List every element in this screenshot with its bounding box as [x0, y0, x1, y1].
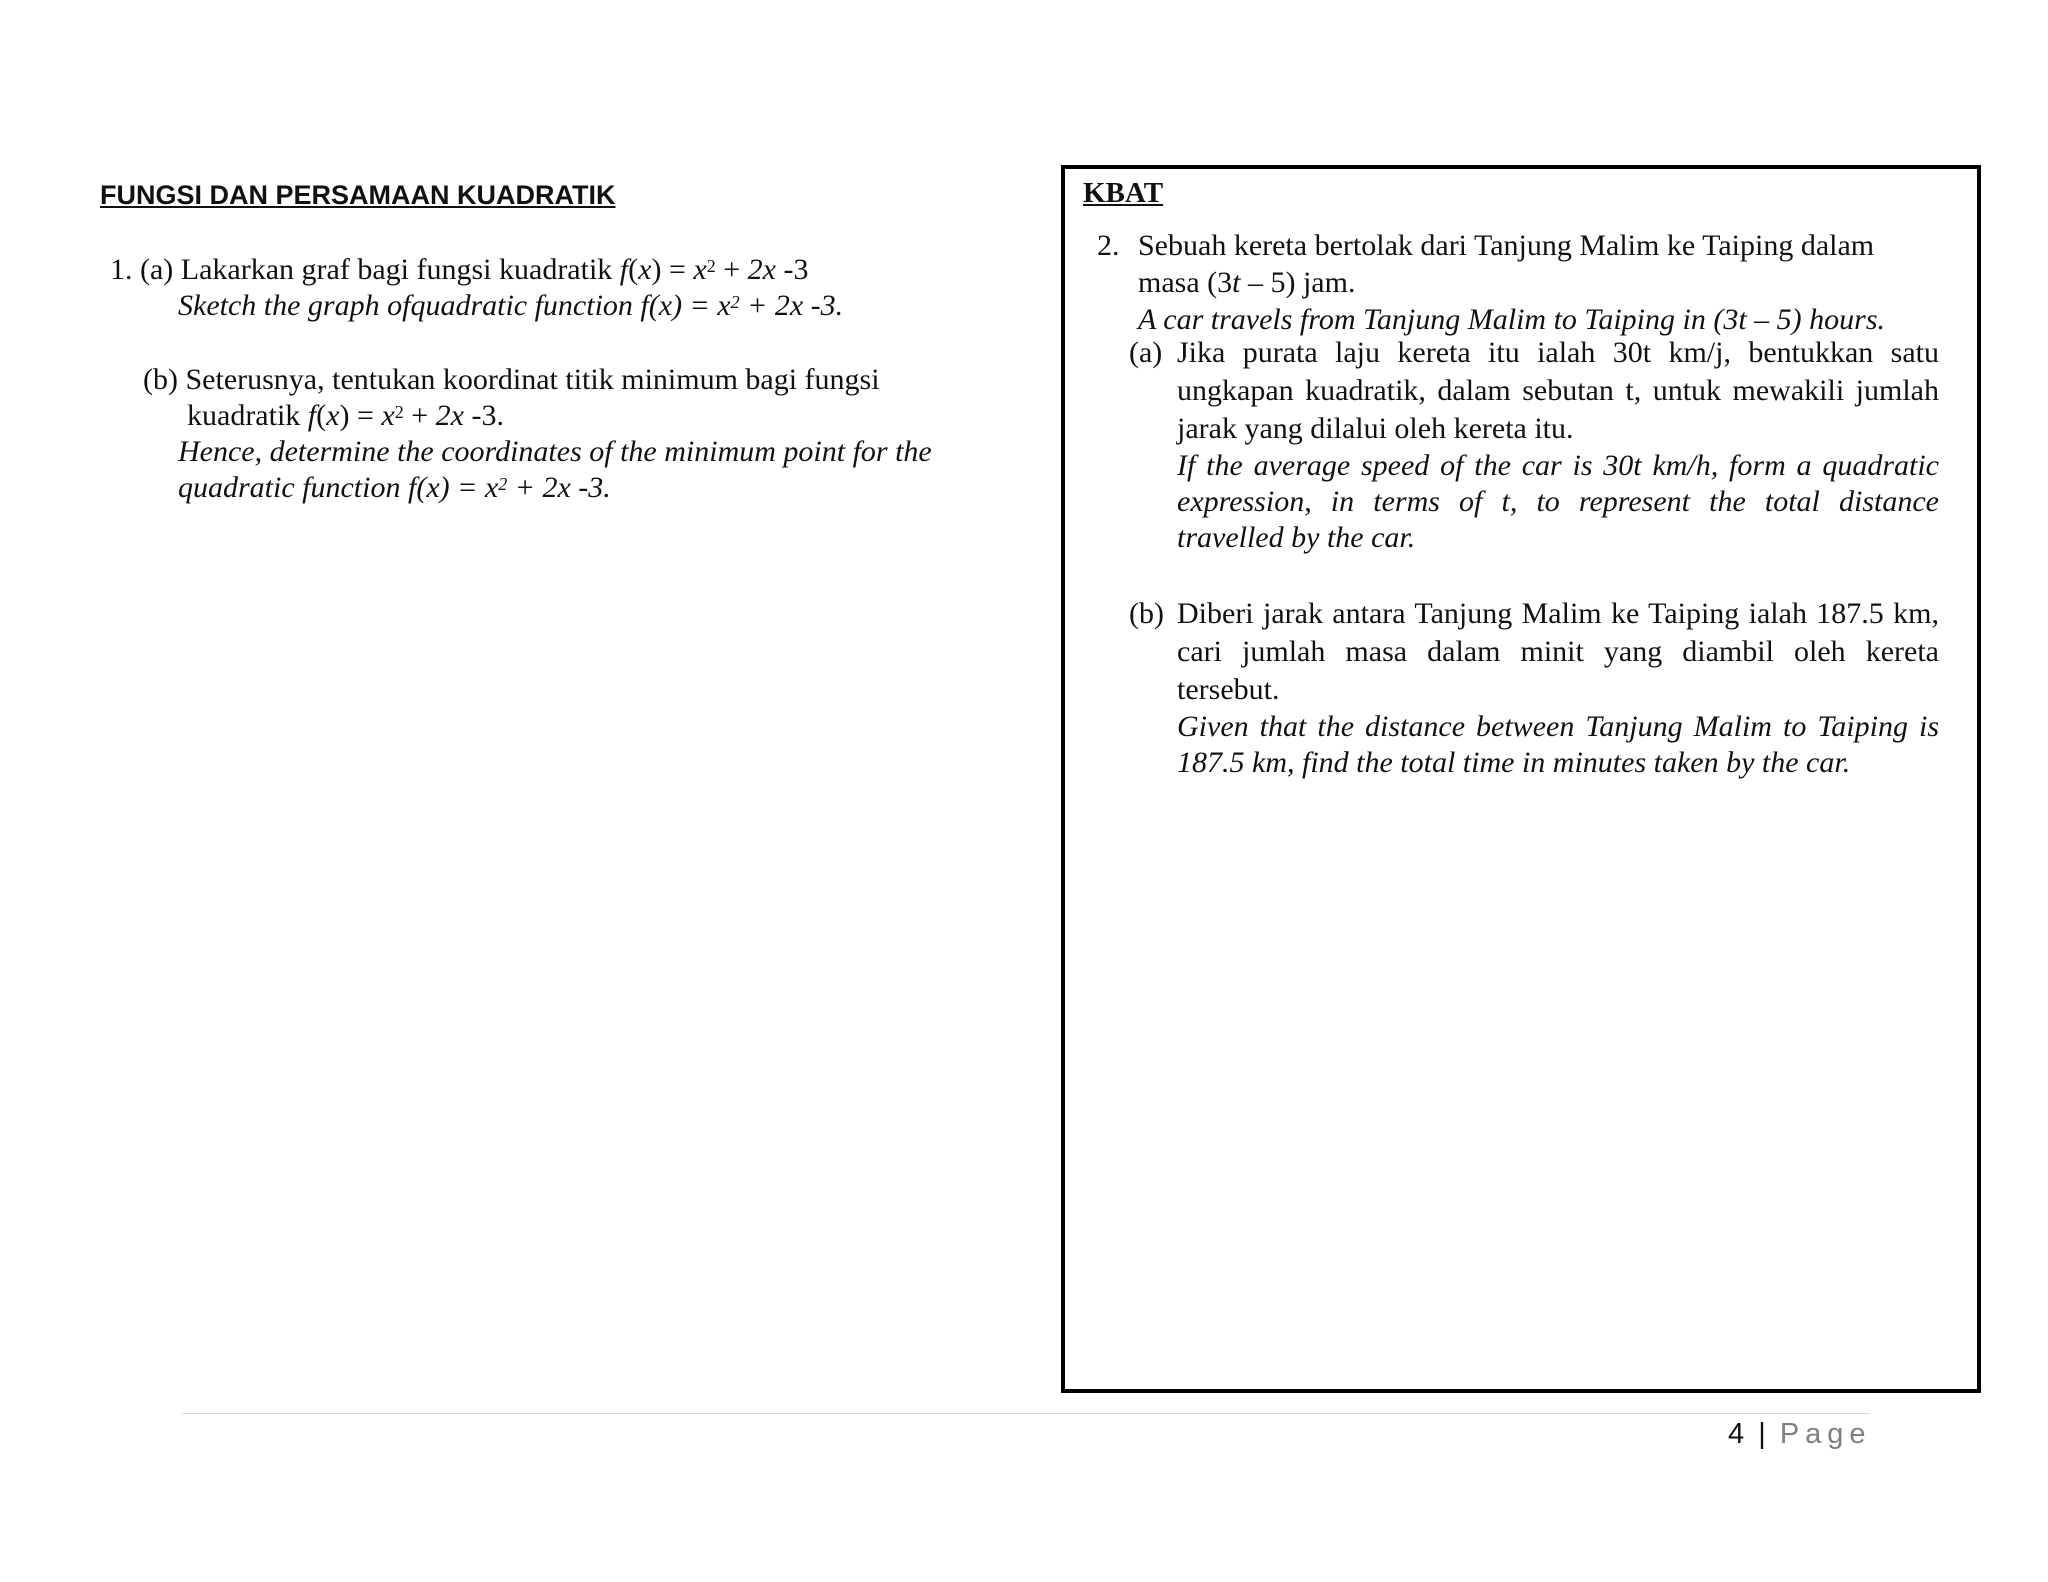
q1b-english-line2: quadratic function $f(x) = x^2 + 2x$ -3.: [178, 471, 611, 504]
plus: +: [715, 253, 748, 286]
q2a-en-line3: travelled by the car.: [1177, 521, 1416, 554]
section-heading: FUNGSI DAN PERSAMAAN KUADRATIK: [100, 180, 616, 210]
kbat-title: KBAT: [1083, 177, 1164, 209]
page-number: 4: [1728, 1418, 1745, 1450]
q2-english: A car travels from Tanjung Malim to Taiping in (3t – 5) hours.: [1138, 303, 1886, 336]
fn-var: x: [326, 399, 340, 432]
q1b-text: kuadratik: [187, 399, 308, 432]
q2-line2: [1138, 264, 1937, 301]
q2-line2-a: masa (3: [1138, 266, 1233, 299]
q1a-en-tail: + 2x -3.: [739, 289, 844, 322]
q2-line2-b: – 5) jam.: [1240, 266, 1356, 299]
q1b-english-line1: Hence, determine the coordinates of the minimum point for the: [178, 435, 932, 468]
q2a-malay: [1177, 334, 1939, 448]
fn-var: x: [638, 253, 652, 286]
term-x: x: [381, 399, 395, 432]
plus: +: [507, 471, 543, 504]
exponent: 2: [394, 402, 404, 422]
footer-divider: [182, 1413, 1870, 1414]
q2a-label: (a): [1129, 336, 1163, 369]
q1a-malay: 1. (a) Lakarkan graf bagi fungsi kuadratik $f(x) = x^2 + 2x$ -3: [110, 253, 809, 286]
fn-name: f: [407, 471, 417, 504]
q2b-line1: Diberi jarak antara Tanjung Malim ke Taiping ialah 187.5 km,: [1177, 597, 1939, 630]
q1a-en-text: Sketch the graph ofquadratic function f(x) = x: [178, 289, 731, 322]
q2b-en-line1: Given that the distance between Tanjung Malim to Taiping is: [1177, 710, 1939, 743]
question-2: [1097, 227, 1937, 338]
q2-line1: Sebuah kereta bertolak dari Tanjung Malim ke Taiping dalam: [1138, 229, 1875, 262]
q1b-malay-line1: (b) Seterusnya, tentukan koordinat titik minimum bagi fungsi: [143, 363, 880, 396]
exponent: 2: [730, 292, 740, 312]
q2a-en-line1: If the average speed of the car is 30t km/h, form a quadratic: [1177, 449, 1939, 482]
q2a-english: [1177, 448, 1939, 556]
const: -3.: [463, 399, 504, 432]
term-2x: 2x: [435, 399, 464, 432]
plus: +: [403, 399, 436, 432]
exponent: 2: [498, 474, 508, 494]
term-2x: 2x: [747, 253, 776, 286]
q2a-line1: Jika purata laju kereta itu ialah 30t km/j, bentukkan satu: [1177, 336, 1939, 369]
question-2a: [1129, 334, 1939, 556]
q2b-en-line2: 187.5 km, find the total time in minutes taken by the car.: [1177, 746, 1851, 779]
exponent: 2: [706, 256, 716, 276]
q2a-en-line2: expression, in terms of t, to represent the total distance: [1177, 485, 1939, 518]
footer-separator: |: [1758, 1418, 1766, 1450]
q2-var-t: t: [1232, 266, 1241, 299]
q1b-malay-line2: kuadratik $f(x) = x^2 + 2x$ -3.: [187, 399, 504, 432]
q2b-line2: cari jumlah masa dalam minit yang diambil oleh kereta: [1177, 635, 1939, 668]
q2b-malay: [1177, 595, 1939, 709]
q2a-line3: jarak yang dilalui oleh kereta itu.: [1177, 412, 1574, 445]
const: -3: [775, 253, 809, 286]
fn-name: f: [307, 399, 317, 432]
term-x: x: [693, 253, 707, 286]
q1a-english: [178, 288, 1030, 324]
fn-var: x: [426, 471, 440, 504]
question-2b: [1129, 595, 1939, 781]
fn-name: f: [619, 253, 629, 286]
question-1a: [110, 252, 1030, 324]
q2b-line3: tersebut.: [1177, 673, 1280, 706]
q1a-text: 1. (a) Lakarkan graf bagi fungsi kuadratik: [110, 253, 620, 286]
q1b-en-text: quadratic function: [178, 471, 408, 504]
q2b-english: [1177, 709, 1939, 781]
q2-number: 2.: [1097, 229, 1120, 262]
const: -3.: [570, 471, 611, 504]
term-2x: 2x: [542, 471, 571, 504]
question-1b: [143, 362, 1043, 506]
page-footer: [1728, 1418, 1872, 1451]
q2a-line2: ungkapan kuadratik, dalam sebutan t, untuk mewakili jumlah: [1177, 374, 1939, 407]
term-x: x: [484, 471, 499, 504]
page-word: Page: [1779, 1418, 1872, 1450]
q2b-label: (b): [1129, 597, 1164, 630]
